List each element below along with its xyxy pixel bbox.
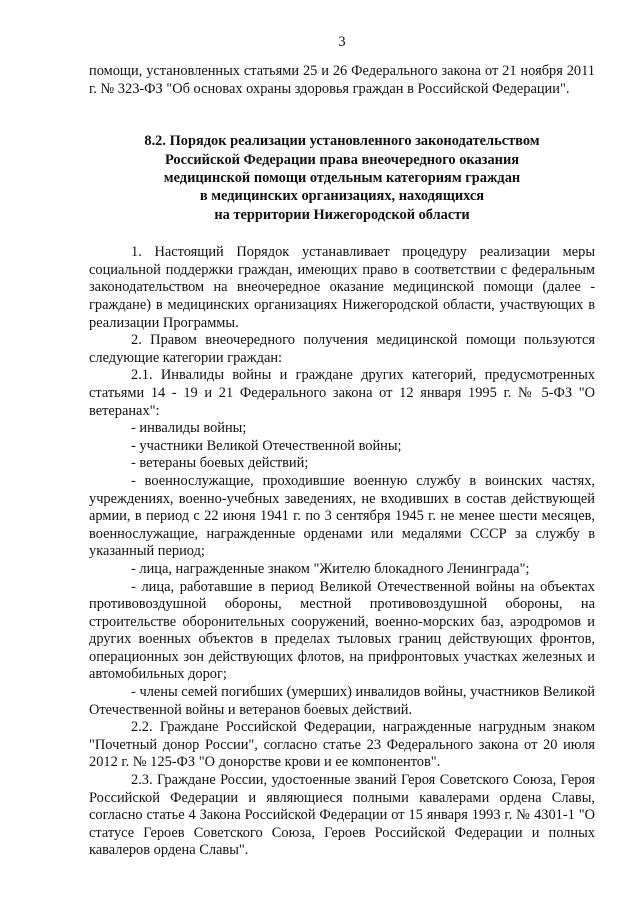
section-title-line: медицинской помощи отдельным категориям граждан (163, 170, 521, 186)
list-item: - инвалиды войны; (131, 420, 247, 437)
document-page (89, 34, 595, 860)
section-title-line: Российской Федерации права внеочередного оказания (164, 151, 520, 168)
section-title (89, 132, 595, 224)
list-item: - лица, работавшие в период Великой Отечественной войны на объектах противовоздушной обороны, местной противовоздушной обороны, на строительстве оборонительных сооружений, военно-морских баз, аэродромов и других военных объектов в пределах тыловых границ действующих фронтов, операционных зон действующих флотов, на прифронтовых участках железных и автомобильных дорог; (89, 578, 595, 683)
section-title-line: в медицинских организациях, находящихся (199, 188, 485, 205)
section-title-line: 8.2. Порядок реализации установленного законодательством (144, 133, 540, 150)
paragraph-1: 1. Настоящий Порядок устанавливает процедуру реализации меры социальной поддержки граждан, имеющих право в соответствии с федеральным законодательством на внеочередное оказание медицинской помощи (далее - граждане) в медицинских организациях Нижегородской области, участвующих в реализации Программы. (89, 244, 595, 331)
section-title-line: на территории Нижегородской области (214, 206, 470, 223)
paragraph-2: 2. Правом внеочередного получения медицинской помощи пользуются следующие категории граждан: (89, 332, 595, 366)
list-item: - лица, награжденные знаком "Жителю блокадного Ленинграда"; (131, 560, 530, 577)
page-number: 3 (338, 34, 346, 50)
list-item: - члены семей погибших (умерших) инвалидов войны, участников Великой Отечественной войны и ветеранов боевых действий. (89, 684, 595, 718)
paragraph-2-3: 2.3. Граждане России, удостоенные званий Героя Советского Союза, Героя Российской Федерации и являющиеся полными кавалерами ордена Славы, согласно статье 4 Закона Российской Федерации от 15 января 1993 г. № 4301-1 "О статусе Героев Советского Союза, Героев Российской Федерации и полных кавалеров ордена Славы". (89, 772, 595, 859)
list-item: - военнослужащие, проходившие военную службу в воинских частях, учреждениях, военно-учебных заведениях, не входивших в состав действующей армии, в период с 22 июня 1941 г. по 3 сентября 1945 г. не менее шести месяцев, военнослужащие, награжденные орденами или медалями СССР за службу в указанный период; (89, 472, 595, 560)
list-item: - ветераны боевых действий; (131, 455, 309, 472)
intro-paragraph: помощи, установленных статьями 25 и 26 Федерального закона от 21 ноября 2011 г. № 323-ФЗ "Об основах охраны здоровья граждан в Российской Федерации". (89, 63, 595, 97)
paragraph-2-1: 2.1. Инвалиды войны и граждане других категорий, предусмотренных статьями 14 - 19 и 21 Федерального закона от 12 января 1995 г. № 5-ФЗ "О ветеранах": (89, 367, 595, 419)
list-item: - участники Великой Отечественной войны; (131, 437, 402, 454)
paragraph-2-2: 2.2. Граждане Российской Федерации, награжденные нагрудным знаком "Почетный донор России", согласно статье 23 Федерального закона от 20 июля 2012 г. № 125-ФЗ "О донорстве крови и ее компонентов". (89, 719, 595, 771)
